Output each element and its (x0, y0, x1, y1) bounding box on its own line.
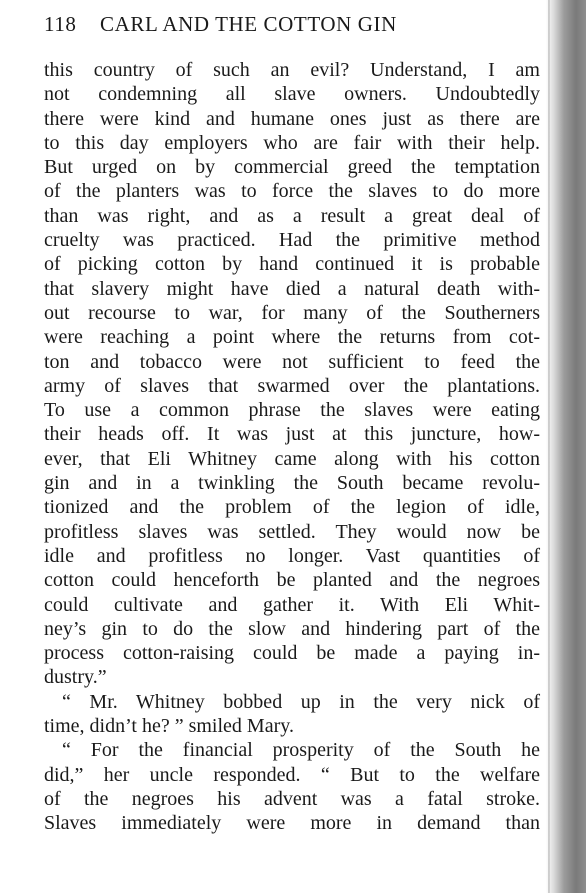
text-line: there were kind and humane ones just as there are (44, 107, 540, 130)
text-line: process cotton-raising could be made a paying in- (44, 642, 540, 665)
text-line: cotton could henceforth be planted and the negroes (44, 569, 540, 592)
text-line: army of slaves that swarmed over the plantations. (44, 374, 540, 397)
text-line: this country of such an evil? Understand, I am (44, 59, 540, 81)
text-line: dustry.” (44, 666, 107, 689)
text-line: than was right, and as a result a great deal of (44, 204, 540, 227)
text-line: time, didn’t he? ” smiled Mary. (44, 715, 294, 738)
text-line: gin and in a twinkling the South became revolu- (44, 472, 540, 495)
text-line: that slavery might have died a natural death with- (44, 277, 540, 300)
text-line: out recourse to war, for many of the Southerners (44, 301, 540, 324)
text-line: to this day employers who are fair with their help. (44, 131, 540, 154)
text-line: ever, that Eli Whitney came along with his cotton (44, 447, 540, 470)
body-text (44, 58, 540, 836)
text-line: idle and profitless no longer. Vast quantities of (44, 544, 540, 567)
text-line: Slaves immediately were more in demand than (44, 812, 540, 835)
page-number: 118 (44, 12, 77, 36)
text-line: of picking cotton by hand continued it is probable (44, 253, 540, 276)
binding-shadow (546, 0, 586, 893)
text-line: cruelty was practiced. Had the primitive method (44, 229, 540, 252)
text-line: ney’s gin to do the slow and hindering part of the (44, 617, 540, 640)
text-line: But urged on by commercial greed the temptation (44, 156, 540, 179)
text-line: their heads off. It was just at this juncture, how- (44, 423, 540, 446)
text-line: not condemning all slave owners. Undoubtedly (44, 83, 540, 106)
text-line: “ Mr. Whitney bobbed up in the very nick of (62, 690, 540, 713)
text-line: ton and tobacco were not sufficient to feed the (44, 350, 540, 373)
running-title: CARL AND THE COTTON GIN (100, 12, 397, 36)
text-line: To use a common phrase the slaves were eating (44, 399, 540, 422)
text-line: did,” her uncle responded. “ But to the welfare (44, 763, 540, 786)
text-line: of the planters was to force the slaves to do more (44, 180, 540, 203)
text-line: tionized and the problem of the legion of idle, (44, 496, 540, 519)
text-line: of the negroes his advent was a fatal stroke. (44, 787, 540, 810)
text-line: “ For the financial prosperity of the South he (62, 739, 540, 762)
text-line: could cultivate and gather it. With Eli Whit- (44, 593, 540, 616)
text-line: profitless slaves was settled. They would now be (44, 520, 540, 543)
running-head (44, 12, 544, 37)
text-line: were reaching a point where the returns from cot- (44, 326, 540, 349)
